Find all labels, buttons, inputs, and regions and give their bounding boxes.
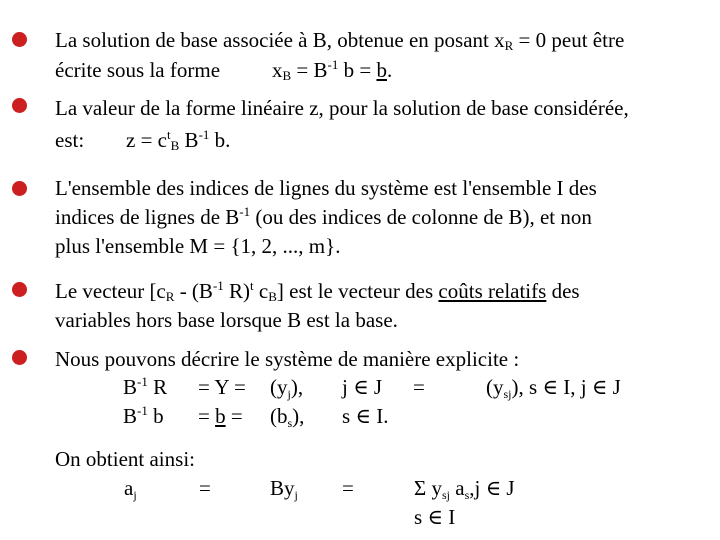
formula-part: .: [386, 58, 393, 82]
formula-part: z = c: [126, 128, 167, 152]
formula-vector-b: b: [215, 404, 226, 428]
formula-part: a: [450, 476, 465, 500]
formula-part: ), s ∈ I, j ∈ J: [511, 375, 621, 399]
bullet-5-line-1: [55, 345, 519, 373]
bullet-4-line-1: [55, 277, 580, 305]
conclusion-under: [414, 503, 455, 531]
bullet-4-text: ] est le vecteur des: [276, 279, 439, 303]
bullet-1-prefix: écrite sous la forme: [55, 58, 221, 82]
superscript: -1: [198, 127, 210, 142]
bullet-5-text: Nous pouvons décrire le système de manière explicite :: [55, 347, 520, 371]
subscript: j: [294, 488, 298, 502]
formula-vector-b: b: [376, 58, 387, 82]
bullet-2-line-2: [55, 126, 84, 154]
formula-part: B: [123, 375, 138, 399]
subscript: s: [464, 488, 470, 502]
conclusion-sum: [414, 474, 515, 502]
bullet-marker-4: [12, 282, 27, 297]
bullet-4-line-2: [55, 306, 398, 334]
superscript: -1: [137, 374, 148, 389]
system-row-1-set: [342, 373, 382, 401]
bullet-2-line-1: [55, 94, 629, 122]
bullet-marker-1: [12, 32, 27, 47]
formula-part: (y: [486, 375, 504, 399]
formula-part: ),: [290, 375, 304, 399]
system-row-2-set: [342, 402, 388, 430]
bullet-1-line-1: [55, 26, 624, 54]
subscript: B: [282, 68, 292, 83]
superscript: -1: [239, 204, 251, 219]
bullet-4-text: - (B: [174, 279, 213, 303]
system-row-2-eq: [198, 402, 243, 430]
conclusion-a: [124, 474, 137, 502]
formula-part: =: [198, 404, 216, 428]
superscript: t: [167, 127, 171, 142]
formula-part: b: [147, 404, 164, 428]
conclusion-eq1: [199, 474, 211, 502]
system-row-1-ysj: [486, 373, 621, 401]
formula-part: s ∈ I.: [342, 404, 389, 428]
formula-part: (y: [270, 375, 288, 399]
system-row-2-bs: [270, 402, 304, 430]
system-row-1-eq2: [413, 373, 425, 401]
bullet-3-line-2: [55, 203, 592, 231]
bullet-marker-5: [12, 350, 27, 365]
formula-part: b =: [338, 58, 377, 82]
formula-part: ,j ∈ J: [469, 476, 515, 500]
bullet-2-prefix: est:: [55, 128, 85, 152]
bullet-3-text: plus l'ensemble M = {1, 2, ..., m}.: [55, 234, 341, 258]
formula-part: a: [124, 476, 134, 500]
underlined-term: coûts relatifs: [438, 279, 547, 303]
bullet-1-text-tail: = 0 peut être: [513, 28, 625, 52]
bullet-3-text: (ou des indices de colonne de B), et non: [250, 205, 592, 229]
formula-part: B: [123, 404, 138, 428]
superscript: -1: [137, 403, 148, 418]
conclusion-eq2: [342, 474, 354, 502]
formula-part: b.: [209, 128, 231, 152]
formula-part: s ∈ I: [414, 505, 456, 529]
bullet-4-text: des: [546, 279, 580, 303]
system-row-1-eq: [198, 373, 246, 401]
subscript: sj: [441, 488, 450, 502]
conclusion-label: [55, 445, 195, 473]
superscript: t: [250, 278, 254, 293]
subscript: sj: [503, 387, 512, 401]
bullet-3-line-3: [55, 232, 340, 260]
bullet-3-line-1: [55, 174, 597, 202]
formula-part: B: [179, 128, 199, 152]
formula-part: =: [342, 476, 354, 500]
formula-part: ),: [292, 404, 305, 428]
superscript: -1: [212, 278, 224, 293]
subscript: s: [287, 416, 293, 430]
formula-part: = B: [291, 58, 328, 82]
bullet-4-text: R): [223, 279, 251, 303]
system-row-2-lhs: [123, 402, 164, 430]
conclusion-by: [270, 474, 298, 502]
bullet-marker-3: [12, 181, 27, 196]
subscript: B: [268, 289, 277, 304]
formula-part: =: [225, 404, 243, 428]
superscript: -1: [327, 57, 339, 72]
subscript: j: [287, 387, 291, 401]
conclusion-text: On obtient ainsi:: [55, 447, 195, 471]
bullet-1-formula: [272, 56, 392, 84]
system-row-1-y: [270, 373, 303, 401]
formula-part: =: [199, 476, 211, 500]
subscript: B: [170, 138, 180, 153]
bullet-marker-2: [12, 98, 27, 113]
bullet-1-text: La solution de base associée à B, obtenue en posant x: [55, 28, 505, 52]
formula-part: Σ y: [414, 476, 442, 500]
bullet-3-text: indices de lignes de B: [55, 205, 240, 229]
formula-part: =: [413, 375, 425, 399]
subscript: R: [504, 38, 514, 53]
bullet-3-text: L'ensemble des indices de lignes du système est l'ensemble I des: [55, 176, 597, 200]
bullet-1-line-2: [55, 56, 220, 84]
formula-part: x: [272, 58, 283, 82]
subscript: R: [165, 289, 175, 304]
bullet-2-text: La valeur de la forme linéaire z, pour la solution de base considérée,: [55, 96, 629, 120]
bullet-4-text: c: [253, 279, 269, 303]
formula-part: = Y =: [198, 375, 246, 399]
subscript: j: [133, 488, 137, 502]
system-row-1-lhs: [123, 373, 167, 401]
formula-part: j ∈ J: [342, 375, 383, 399]
formula-part: By: [270, 476, 295, 500]
bullet-4-text: Le vecteur [c: [55, 279, 166, 303]
formula-part: (b: [270, 404, 288, 428]
bullet-4-text: variables hors base lorsque B est la base.: [55, 308, 398, 332]
bullet-2-formula: [126, 126, 230, 154]
formula-part: R: [147, 375, 168, 399]
